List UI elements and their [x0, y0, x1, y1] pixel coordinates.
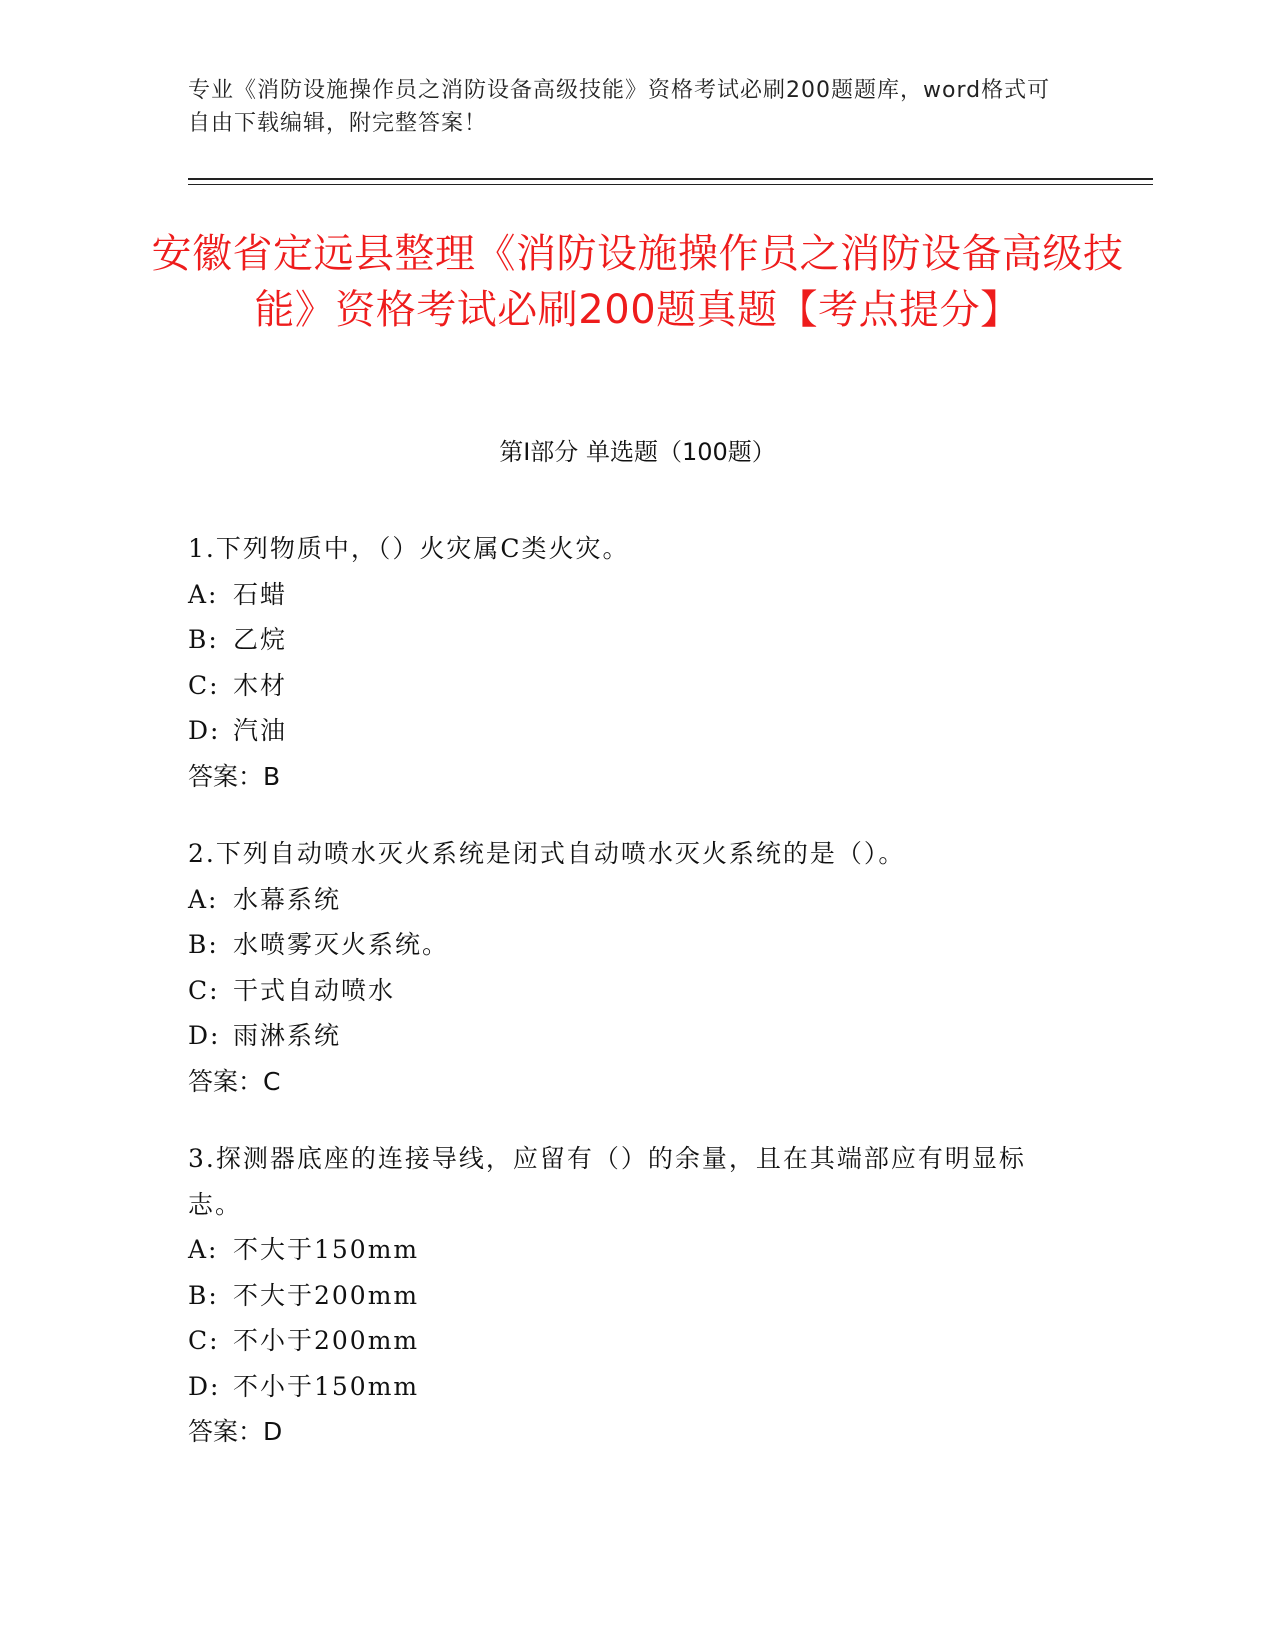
option-text: 石蜡: [233, 579, 288, 609]
option-text: 不小于150mm: [233, 1371, 420, 1401]
option-text: 干式自动喷水: [233, 975, 396, 1005]
question-stem: 1.下列物质中，（）火灾属C类火灾。: [188, 534, 630, 563]
option-letter: D:: [188, 1371, 221, 1401]
question-1: [188, 526, 1068, 799]
answer-value: C: [263, 1066, 281, 1096]
header-divider-thin: [188, 184, 1153, 185]
option-text: 雨淋系统: [233, 1021, 342, 1050]
question-list: [188, 526, 1068, 1487]
option-text: 不小于200mm: [233, 1326, 420, 1355]
answer-label: 答案：: [188, 1066, 264, 1096]
option-letter: D:: [188, 716, 221, 745]
option-text: 木材: [233, 670, 288, 700]
answer-line: [188, 754, 1068, 800]
option-text: 水幕系统: [233, 884, 342, 914]
question-stem: 2.下列自动喷水灭火系统是闭式自动喷水灭火系统的是（）。: [188, 839, 906, 868]
option-c: [188, 1318, 1068, 1364]
option-b: [188, 1273, 1068, 1319]
option-letter: A:: [188, 579, 219, 609]
answer-label: 答案：: [188, 1417, 264, 1446]
answer-label: 答案：: [188, 761, 264, 791]
option-c: [188, 968, 1068, 1014]
option-d: [188, 1013, 1068, 1059]
option-c: [188, 663, 1068, 709]
option-text: 不大于150mm: [233, 1235, 420, 1264]
section-title: 第Ⅰ部分 单选题（100题）: [499, 438, 776, 466]
option-letter: C:: [188, 1326, 220, 1355]
answer-value: D: [263, 1417, 283, 1446]
option-letter: D:: [188, 1021, 221, 1050]
answer-value: B: [263, 761, 281, 791]
option-letter: C:: [188, 670, 220, 700]
option-d: [188, 1364, 1068, 1410]
option-a: [188, 1227, 1068, 1273]
option-letter: B:: [188, 1280, 219, 1310]
option-text: 水喷雾灭火系统。: [233, 930, 450, 959]
question-2: [188, 831, 1068, 1104]
option-text: 乙烷: [233, 625, 288, 654]
option-b: [188, 617, 1068, 663]
option-b: [188, 922, 1068, 968]
question-3: [188, 1136, 1068, 1455]
answer-line: [188, 1409, 1068, 1455]
option-letter: B:: [188, 625, 219, 654]
option-letter: C:: [188, 975, 220, 1005]
option-d: [188, 708, 1068, 754]
option-letter: A:: [188, 1235, 219, 1264]
option-a: [188, 877, 1068, 923]
question-stem: 3.探测器底座的连接导线，应留有（）的余量，且在其端部应有明显标志。: [188, 1144, 1026, 1219]
option-letter: A:: [188, 884, 219, 914]
option-a: [188, 572, 1068, 618]
option-letter: B:: [188, 930, 219, 959]
header-divider-thick: [188, 178, 1153, 180]
document-title: 安徽省定远县整理《消防设施操作员之消防设备高级技能》资格考试必刷200题真题【考点提分】: [151, 231, 1124, 333]
option-text: 不大于200mm: [233, 1280, 420, 1310]
answer-line: [188, 1059, 1068, 1105]
option-text: 汽油: [233, 716, 288, 745]
header-note: 专业《消防设施操作员之消防设备高级技能》资格考试必刷200题题库，word格式可自由下载编辑，附完整答案！: [188, 78, 1051, 136]
